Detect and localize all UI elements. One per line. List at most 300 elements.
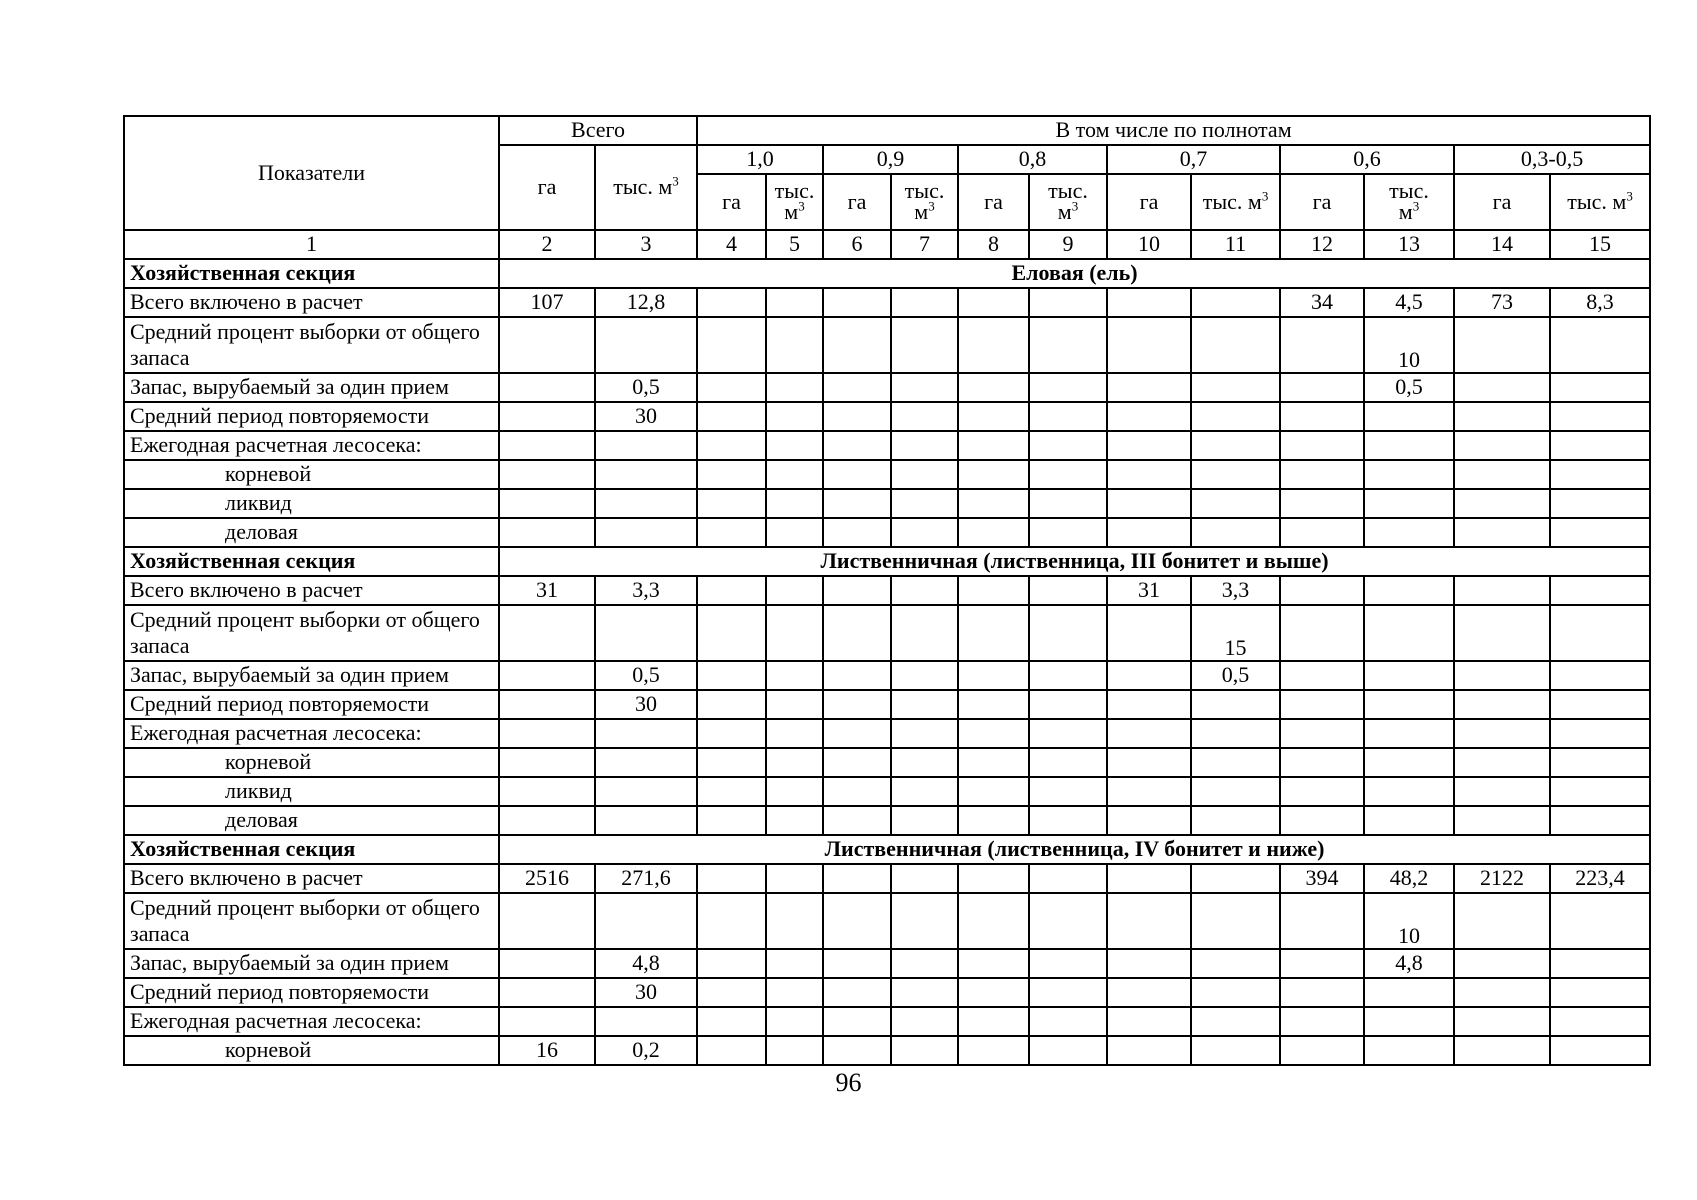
table-cell: 4,8 (595, 949, 697, 978)
table-cell: 0,5 (595, 661, 697, 690)
table-cell (1029, 605, 1107, 661)
table-cell (1029, 402, 1107, 431)
header-ha: га (958, 174, 1029, 230)
table-cell (1107, 719, 1191, 748)
unit-text: тыс. (904, 178, 945, 204)
table-cell (891, 402, 958, 431)
table-cell (697, 661, 766, 690)
column-number: 9 (1029, 230, 1107, 259)
header-ha: га (823, 174, 891, 230)
table-cell (958, 576, 1029, 605)
table-cell: 31 (499, 576, 595, 605)
table-row (124, 373, 1650, 402)
table-cell (697, 1036, 766, 1065)
table-row (124, 576, 1650, 605)
table-row (124, 1007, 1650, 1036)
table-cell (823, 431, 891, 460)
table-cell (1454, 576, 1550, 605)
table-cell (1280, 1036, 1364, 1065)
table-cell (697, 317, 766, 373)
header-ha: га (1280, 174, 1364, 230)
table-cell (1107, 748, 1191, 777)
table-cell (891, 460, 958, 489)
table-cell (823, 402, 891, 431)
table-cell (1550, 806, 1650, 835)
table-cell (697, 864, 766, 893)
table-cell (1029, 661, 1107, 690)
table-cell (958, 431, 1029, 460)
table-cell (1364, 978, 1454, 1007)
section-title: Лиственничная (лиственница, III бонитет и выше) (499, 547, 1650, 576)
header-density: 0,3-0,5 (1454, 145, 1650, 174)
row-label: Запас, вырубаемый за один прием (124, 949, 499, 978)
column-number: 2 (499, 230, 595, 259)
table-cell (958, 806, 1029, 835)
section-header-row (124, 835, 1650, 864)
table-cell (958, 460, 1029, 489)
table-cell (595, 748, 697, 777)
table-cell (1280, 748, 1364, 777)
table-cell (1454, 893, 1550, 949)
table-cell (1280, 806, 1364, 835)
table-cell (697, 893, 766, 949)
table-cell (891, 1007, 958, 1036)
header-ha: га (1454, 174, 1550, 230)
section-label: Хозяйственная секция (124, 547, 499, 576)
header-by-density: В том числе по полнотам (697, 116, 1650, 145)
table-cell (1029, 719, 1107, 748)
header-ha: га (1107, 174, 1191, 230)
table-cell (1280, 576, 1364, 605)
table-row (124, 748, 1650, 777)
header-density: 1,0 (697, 145, 823, 174)
table-cell (1107, 661, 1191, 690)
column-number: 15 (1550, 230, 1650, 259)
row-label: Средний период повторяемости (124, 402, 499, 431)
table-cell (766, 576, 823, 605)
column-number: 4 (697, 230, 766, 259)
table-cell (697, 748, 766, 777)
table-cell (1107, 317, 1191, 373)
table-cell (697, 690, 766, 719)
table-cell (1107, 777, 1191, 806)
table-cell (1029, 690, 1107, 719)
table-cell (1550, 949, 1650, 978)
table-cell (1364, 1007, 1454, 1036)
table-cell (1029, 431, 1107, 460)
table-cell (823, 373, 891, 402)
table-cell: 271,6 (595, 864, 697, 893)
table-cell (823, 489, 891, 518)
table-cell (1191, 748, 1280, 777)
table-cell (1454, 777, 1550, 806)
header-volume (1364, 174, 1454, 230)
table-cell (891, 661, 958, 690)
table-cell (1191, 1007, 1280, 1036)
table-cell (697, 489, 766, 518)
table-cell (1454, 949, 1550, 978)
table-cell (1364, 605, 1454, 661)
table-cell (697, 605, 766, 661)
table-cell (1029, 489, 1107, 518)
table-row (124, 1036, 1650, 1065)
unit-text: тыс. м (1202, 188, 1262, 214)
table-cell (766, 661, 823, 690)
table-cell (1107, 402, 1191, 431)
table-cell (766, 864, 823, 893)
table-cell (766, 1007, 823, 1036)
table-cell (1280, 431, 1364, 460)
table-cell (1107, 864, 1191, 893)
table-cell (1191, 864, 1280, 893)
table-row (124, 460, 1650, 489)
table-cell (1550, 402, 1650, 431)
table-cell (499, 317, 595, 373)
table-cell: 0,2 (595, 1036, 697, 1065)
table-cell (1550, 1007, 1650, 1036)
unit-text: тыс. м (1567, 188, 1627, 214)
table-cell (766, 431, 823, 460)
table-cell: 2516 (499, 864, 595, 893)
table-row (124, 518, 1650, 547)
unit-text: м (914, 199, 929, 224)
table-cell (1280, 893, 1364, 949)
table-row (124, 431, 1650, 460)
table-cell (1550, 777, 1650, 806)
table-cell (958, 690, 1029, 719)
table-cell: 2122 (1454, 864, 1550, 893)
table-cell (1364, 431, 1454, 460)
column-number: 3 (595, 230, 697, 259)
table-cell (1029, 1036, 1107, 1065)
table-cell: 4,5 (1364, 288, 1454, 317)
table-cell (958, 949, 1029, 978)
table-cell (823, 949, 891, 978)
table-cell (766, 317, 823, 373)
unit-exponent: 3 (1261, 188, 1269, 204)
unit-text: м (784, 199, 799, 224)
row-label: Всего включено в расчет (124, 864, 499, 893)
table-cell (891, 893, 958, 949)
table-cell (958, 288, 1029, 317)
table-cell (823, 518, 891, 547)
unit-exponent: 3 (928, 198, 935, 214)
table-cell (697, 806, 766, 835)
table-cell (823, 576, 891, 605)
column-number: 5 (766, 230, 823, 259)
table-cell (1364, 576, 1454, 605)
table-cell (823, 978, 891, 1007)
table-cell: 10 (1364, 317, 1454, 373)
table-cell (1280, 489, 1364, 518)
table-cell (697, 402, 766, 431)
table-cell (1364, 806, 1454, 835)
table-cell (891, 978, 958, 1007)
table-cell (697, 460, 766, 489)
table-cell (1280, 661, 1364, 690)
row-label: Запас, вырубаемый за один прием (124, 661, 499, 690)
table-cell (1364, 402, 1454, 431)
table-cell (1029, 978, 1107, 1007)
table-cell (823, 317, 891, 373)
header-density: 0,6 (1280, 145, 1454, 174)
table-cell (891, 576, 958, 605)
table-cell: 0,5 (1191, 661, 1280, 690)
table-cell (1191, 1036, 1280, 1065)
table-cell (1454, 1007, 1550, 1036)
table-cell (823, 1036, 891, 1065)
table-cell (499, 949, 595, 978)
table-cell (1029, 949, 1107, 978)
row-label: Запас, вырубаемый за один прием (124, 373, 499, 402)
table-cell (958, 402, 1029, 431)
table-cell (1454, 748, 1550, 777)
unit-exponent: 3 (798, 198, 805, 214)
row-label: Всего включено в расчет (124, 288, 499, 317)
table-cell (499, 690, 595, 719)
table-cell (1029, 288, 1107, 317)
table-cell: 107 (499, 288, 595, 317)
unit-text: тыс. м (613, 174, 673, 200)
table-cell (1107, 1007, 1191, 1036)
column-number: 10 (1107, 230, 1191, 259)
table-cell (1029, 373, 1107, 402)
table-row (124, 893, 1650, 949)
table-cell (1029, 748, 1107, 777)
table-cell (1550, 893, 1650, 949)
unit-exponent: 3 (1071, 198, 1079, 214)
table-cell (766, 806, 823, 835)
table-cell (1191, 402, 1280, 431)
table-cell (1280, 1007, 1364, 1036)
table-cell (958, 748, 1029, 777)
table-cell (697, 1007, 766, 1036)
table-cell (1191, 893, 1280, 949)
row-label: деловая (124, 518, 499, 547)
section-title: Лиственничная (лиственница, IV бонитет и ниже) (499, 835, 1650, 864)
table-cell (1454, 460, 1550, 489)
table-cell: 30 (595, 978, 697, 1007)
table-cell (1191, 719, 1280, 748)
table-cell (1364, 748, 1454, 777)
table-cell: 0,5 (1364, 373, 1454, 402)
table-cell (1107, 605, 1191, 661)
table-cell (823, 748, 891, 777)
table-cell (1364, 719, 1454, 748)
table-cell (1550, 690, 1650, 719)
section-header-row (124, 547, 1650, 576)
table-cell (1550, 748, 1650, 777)
table-cell (891, 949, 958, 978)
table-cell (1454, 402, 1550, 431)
table-cell: 30 (595, 690, 697, 719)
column-number: 13 (1364, 230, 1454, 259)
table-cell (891, 317, 958, 373)
table-cell (499, 431, 595, 460)
table-row (124, 806, 1650, 835)
table-cell (1280, 777, 1364, 806)
table-cell (1191, 431, 1280, 460)
table-cell (1191, 949, 1280, 978)
table-cell (499, 1007, 595, 1036)
table-cell (499, 518, 595, 547)
table-cell (823, 719, 891, 748)
table-cell (1107, 288, 1191, 317)
table-cell: 4,8 (1364, 949, 1454, 978)
table-cell (766, 288, 823, 317)
table-cell (1454, 1036, 1550, 1065)
table-cell: 16 (499, 1036, 595, 1065)
table-cell (958, 777, 1029, 806)
forest-cut-table (123, 115, 1651, 1066)
table-row (124, 317, 1650, 373)
section-header-row (124, 259, 1650, 288)
table-cell (595, 489, 697, 518)
row-label: корневой (124, 460, 499, 489)
section-label: Хозяйственная секция (124, 259, 499, 288)
table-cell (499, 373, 595, 402)
row-label: Средний процент выборки от общего запаса (124, 317, 499, 373)
table-row (124, 489, 1650, 518)
table-cell (891, 605, 958, 661)
table-cell (766, 777, 823, 806)
table-cell (958, 489, 1029, 518)
table-cell (697, 978, 766, 1007)
column-number: 1 (124, 230, 499, 259)
table-cell (1107, 518, 1191, 547)
row-label: Ежегодная расчетная лесосека: (124, 431, 499, 460)
table-body (124, 116, 1650, 1065)
table-cell (823, 806, 891, 835)
table-cell (697, 431, 766, 460)
table-cell (891, 431, 958, 460)
table-cell (1454, 978, 1550, 1007)
table-cell (1550, 661, 1650, 690)
unit-text: тыс. (1389, 178, 1429, 204)
table-cell (1191, 288, 1280, 317)
table-cell (823, 661, 891, 690)
table-cell (823, 288, 891, 317)
table-cell (1280, 949, 1364, 978)
header-indicators: Показатели (124, 116, 499, 230)
table-cell (1107, 690, 1191, 719)
column-number: 11 (1191, 230, 1280, 259)
column-number: 12 (1280, 230, 1364, 259)
table-cell: 394 (1280, 864, 1364, 893)
table-cell (1107, 893, 1191, 949)
table-cell (1454, 373, 1550, 402)
table-cell (1364, 777, 1454, 806)
table-cell (1280, 373, 1364, 402)
row-label: корневой (124, 1036, 499, 1065)
table-cell: 31 (1107, 576, 1191, 605)
table-cell: 73 (1454, 288, 1550, 317)
table-cell (499, 605, 595, 661)
table-cell (1191, 373, 1280, 402)
table-cell (595, 1007, 697, 1036)
table-row (124, 978, 1650, 1007)
table-cell (1029, 777, 1107, 806)
table-cell (1364, 690, 1454, 719)
table-cell (1364, 1036, 1454, 1065)
row-label: Средний процент выборки от общего запаса (124, 893, 499, 949)
row-label: Средний период повторяемости (124, 690, 499, 719)
table-cell (823, 1007, 891, 1036)
table-cell (766, 518, 823, 547)
table-cell (697, 518, 766, 547)
header-density: 0,7 (1107, 145, 1280, 174)
table-cell: 30 (595, 402, 697, 431)
table-cell (958, 605, 1029, 661)
table-cell (499, 777, 595, 806)
table-cell (958, 719, 1029, 748)
unit-text: тыс. (774, 178, 815, 204)
page-number: 96 (835, 1068, 862, 1097)
table-cell (1191, 317, 1280, 373)
table-cell (697, 576, 766, 605)
row-label: Средний процент выборки от общего запаса (124, 605, 499, 661)
table-row (124, 605, 1650, 661)
table-cell (1029, 893, 1107, 949)
table-cell (1454, 518, 1550, 547)
table-cell (1454, 489, 1550, 518)
table-cell (1280, 460, 1364, 489)
table-cell (499, 489, 595, 518)
table-cell: 223,4 (1550, 864, 1650, 893)
table-cell (1029, 317, 1107, 373)
table-cell (499, 402, 595, 431)
header-ha: га (697, 174, 766, 230)
table-cell (1191, 518, 1280, 547)
table-cell (891, 373, 958, 402)
table-cell (1454, 431, 1550, 460)
table-cell: 8,3 (1550, 288, 1650, 317)
section-title: Еловая (ель) (499, 259, 1650, 288)
table-cell (1107, 431, 1191, 460)
table-cell (766, 1036, 823, 1065)
table-cell (1280, 978, 1364, 1007)
table-cell (766, 748, 823, 777)
header-total: Всего (499, 116, 697, 145)
table-cell (499, 978, 595, 1007)
table-cell (1191, 489, 1280, 518)
table-cell (1550, 576, 1650, 605)
table-cell: 12,8 (595, 288, 697, 317)
unit-text: м (1057, 199, 1072, 224)
table-cell (499, 460, 595, 489)
table-cell (595, 719, 697, 748)
table-cell (766, 893, 823, 949)
table-cell (958, 373, 1029, 402)
table-cell (1107, 1036, 1191, 1065)
table-cell (1107, 949, 1191, 978)
table-cell (499, 661, 595, 690)
table-cell (1029, 806, 1107, 835)
table-cell (1191, 460, 1280, 489)
header-volume (766, 174, 823, 230)
column-number: 6 (823, 230, 891, 259)
table-cell (1550, 460, 1650, 489)
table-cell (1280, 690, 1364, 719)
table-cell (595, 777, 697, 806)
table-cell: 34 (1280, 288, 1364, 317)
table-cell (697, 288, 766, 317)
table-cell (823, 690, 891, 719)
table-cell (1454, 690, 1550, 719)
table-cell (1364, 489, 1454, 518)
table-cell (958, 893, 1029, 949)
table-cell (595, 317, 697, 373)
